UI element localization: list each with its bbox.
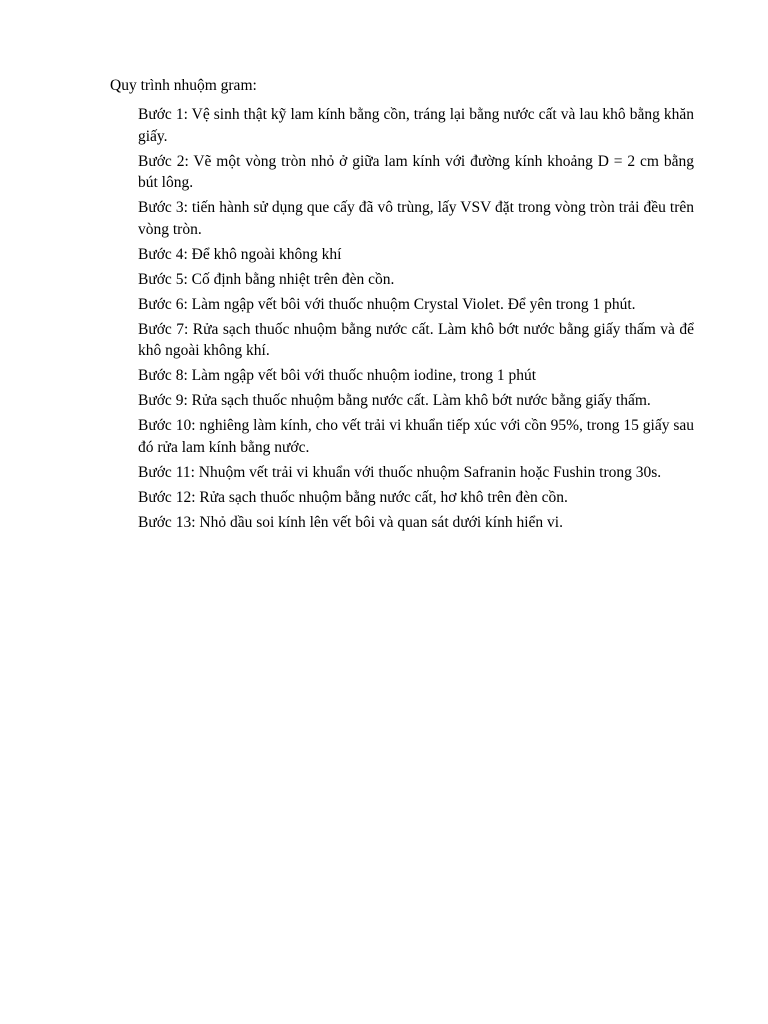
step-3: Bước 3: tiến hành sử dụng que cấy đã vô trùng, lấy VSV đặt trong vòng tròn trải đều trên vòng tròn. [138,199,694,238]
step-1: Bước 1: Vệ sinh thật kỹ lam kính bằng cồn, tráng lại bằng nước cất và lau khô bằng khăn giấy. [138,106,694,145]
step-6: Bước 6: Làm ngập vết bôi với thuốc nhuộm Crystal Violet. Để yên trong 1 phút. [138,295,636,313]
steps-list [138,104,694,537]
document-title: Quy trình nhuộm gram: [110,77,257,94]
step-4: Bước 4: Để khô ngoài không khí [138,245,342,263]
step-11: Bước 11: Nhuộm vết trải vi khuẩn với thuốc nhuộm Safranin hoặc Fushin trong 30s. [138,463,662,481]
step-10: Bước 10: nghiêng làm kính, cho vết trải vi khuẩn tiếp xúc với cồn 95%, trong 15 giấy sau đó rửa lam kính bằng nước. [138,417,694,456]
step-2: Bước 2: Vẽ một vòng tròn nhỏ ở giữa lam kính với đường kính khoảng D = 2 cm bằng bút lông. [138,152,694,191]
step-9: Bước 9: Rửa sạch thuốc nhuộm bằng nước cất. Làm khô bớt nước bằng giấy thấm. [138,392,651,409]
step-13: Bước 13: Nhỏ dầu soi kính lên vết bôi và quan sát dưới kính hiển vi. [138,513,563,531]
step-8: Bước 8: Làm ngập vết bôi với thuốc nhuộm iodine, trong 1 phút [138,367,537,384]
step-7: Bước 7: Rửa sạch thuốc nhuộm bằng nước cất. Làm khô bớt nước bằng giấy thấm và để khô ngoài không khí. [138,320,694,359]
step-12: Bước 12: Rửa sạch thuốc nhuộm bằng nước cất, hơ khô trên đèn cồn. [138,488,568,506]
step-5: Bước 5: Cố định bằng nhiệt trên đèn cồn. [138,270,395,288]
